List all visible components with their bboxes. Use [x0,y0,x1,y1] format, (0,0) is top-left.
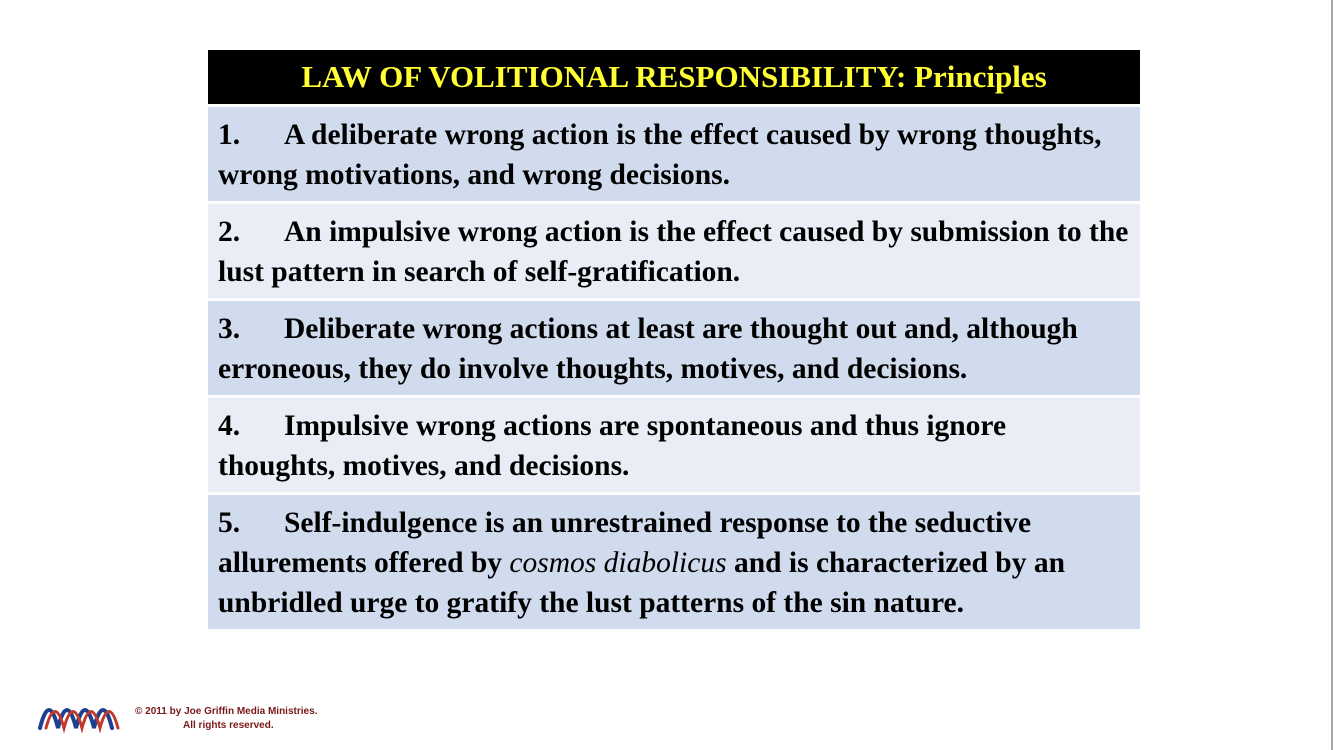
copyright-line-1: © 2011 by Joe Griffin Media Ministries. [135,706,318,717]
principle-row-2 [208,201,1140,298]
principle-text-after: and is characterized by an unbridled urge to gratify the lust patterns of the sin nature. [218,547,1065,619]
principle-text-before: Self-indulgence is an unrestrained response to the seductive allurements offered by [218,507,1032,579]
principle-text: An impulsive wrong action is the effect caused by submission to the lust pattern in search of self-gratification. [218,216,1129,288]
principle-row-3 [208,298,1140,395]
principle-number: 1. [218,119,241,151]
principle-number: 2. [218,216,241,248]
principle-text-italic: cosmos diabolicus [509,547,727,579]
footer [38,700,338,740]
principle-text: Impulsive wrong actions are spontaneous and thus ignore thoughts, motives, and decisions. [218,410,1007,482]
principle-text: Deliberate wrong actions at least are thought out and, although erroneous, they do involve thoughts, motives, and decisions. [218,313,1078,385]
principle-row-5 [208,492,1140,629]
table-title: LAW OF VOLITIONAL RESPONSIBILITY: Principles [301,59,1047,94]
principle-number: 5. [218,507,241,539]
principle-row-1 [208,104,1140,201]
principle-row-4 [208,395,1140,492]
ministry-logo-icon [38,700,120,734]
principle-text: A deliberate wrong action is the effect caused by wrong thoughts, wrong motivations, and wrong decisions. [218,119,1102,191]
table-header [208,50,1140,104]
copyright-line-2: All rights reserved. [183,720,274,731]
principle-number: 3. [218,313,241,345]
principles-table [208,50,1140,629]
copyright-notice [135,705,317,733]
principle-number: 4. [218,410,241,442]
